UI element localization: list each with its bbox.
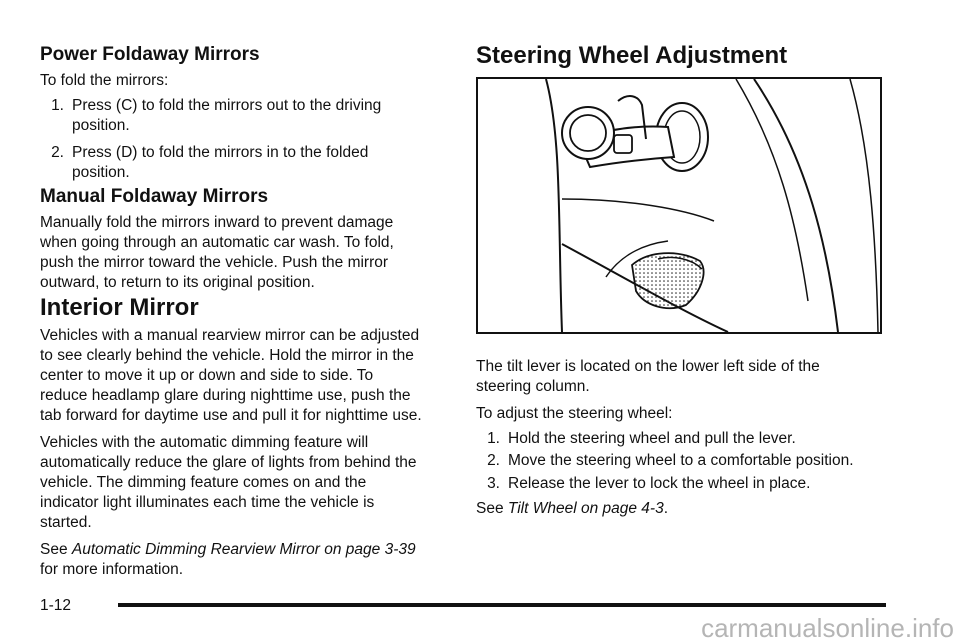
step-text: Hold the steering wheel and pull the lever. xyxy=(508,430,796,447)
paragraph-line: tab forward for daytime use and pull it for nighttime use. xyxy=(40,407,422,424)
paragraph-line: Vehicles with a manual rearview mirror can be adjusted xyxy=(40,327,420,344)
paragraph-line: vehicle. The dimming feature comes on and the xyxy=(40,474,367,491)
list-item xyxy=(476,474,886,494)
list-item xyxy=(476,429,886,449)
paragraph-line: center to move it up or down and side to side. To xyxy=(40,367,374,384)
see-reference-tilt-wheel xyxy=(476,499,668,519)
heading-steering-wheel-adjustment: Steering Wheel Adjustment xyxy=(476,42,788,69)
adjust-intro: To adjust the steering wheel: xyxy=(476,405,673,422)
column-vent-grille xyxy=(632,253,704,308)
step-text-line: Press (D) to fold the mirrors in to the folded xyxy=(72,144,369,161)
watermark: carmanualsonline.info xyxy=(701,613,954,642)
list-item xyxy=(40,96,445,136)
step-number: 1. xyxy=(487,430,500,447)
see-prefix: See xyxy=(40,541,72,558)
cross-reference-link[interactable]: Tilt Wheel on page 4-3 xyxy=(507,500,664,517)
heading-manual-foldaway-mirrors: Manual Foldaway Mirrors xyxy=(40,186,269,207)
steering-column-drawing xyxy=(478,79,880,332)
see-suffix: for more information. xyxy=(40,561,183,578)
paragraph-line: indicator light illuminates each time the vehicle is xyxy=(40,494,375,511)
step-text: Move the steering wheel to a comfortable position. xyxy=(508,452,854,469)
paragraph-line: Manually fold the mirrors inward to prevent damage xyxy=(40,214,394,231)
column-housing-edge xyxy=(546,79,562,332)
wheel-rim-inner xyxy=(736,79,808,301)
see-suffix: . xyxy=(663,500,669,517)
heading-power-foldaway-mirrors: Power Foldaway Mirrors xyxy=(40,44,260,65)
paragraph-line: started. xyxy=(40,514,92,531)
step-number: 1. xyxy=(51,97,64,114)
list-item xyxy=(476,451,886,471)
power-foldaway-intro: To fold the mirrors: xyxy=(40,72,169,89)
paragraph-line: when going through an automatic car wash. To fold, xyxy=(40,234,394,251)
cross-reference-link[interactable]: Automatic Dimming Rearview Mirror on page 3-39 xyxy=(71,541,416,558)
list-item xyxy=(40,143,445,183)
steering-column-illustration xyxy=(476,77,882,334)
paragraph-line: reduce headlamp glare during nighttime use, push the xyxy=(40,387,411,404)
paragraph-line: automatically reduce the glare of lights from behind the xyxy=(40,454,417,471)
paragraph-line: push the mirror toward the vehicle. Push the mirror xyxy=(40,254,389,271)
step-number: 2. xyxy=(51,144,64,161)
paragraph-line: Vehicles with the automatic dimming feature will xyxy=(40,434,369,451)
paragraph-line: The tilt lever is located on the lower left side of the xyxy=(476,358,820,375)
see-reference-interior-mirror xyxy=(40,540,416,560)
step-number: 2. xyxy=(487,452,500,469)
lever-knob-inner xyxy=(570,115,606,151)
heading-interior-mirror: Interior Mirror xyxy=(40,294,199,321)
see-prefix: See xyxy=(476,500,508,517)
page-number: 1-12 xyxy=(40,597,72,614)
wheel-rim-outer xyxy=(754,79,838,332)
wheel-rim-edge xyxy=(850,79,878,332)
paragraph-line: to see clearly behind the vehicle. Hold the mirror in the xyxy=(40,347,414,364)
paragraph-line: steering column. xyxy=(476,378,590,395)
footer-divider xyxy=(118,603,886,607)
step-text-line: position. xyxy=(72,117,130,134)
step-text-line: Press (C) to fold the mirrors out to the driving xyxy=(72,97,382,114)
lever-button xyxy=(614,135,632,153)
step-text: Release the lever to lock the wheel in place. xyxy=(508,475,811,492)
paragraph-line: outward, to return to its original position. xyxy=(40,274,315,291)
step-text-line: position. xyxy=(72,164,130,181)
step-number: 3. xyxy=(487,475,500,492)
column-mid-edge xyxy=(562,199,714,221)
